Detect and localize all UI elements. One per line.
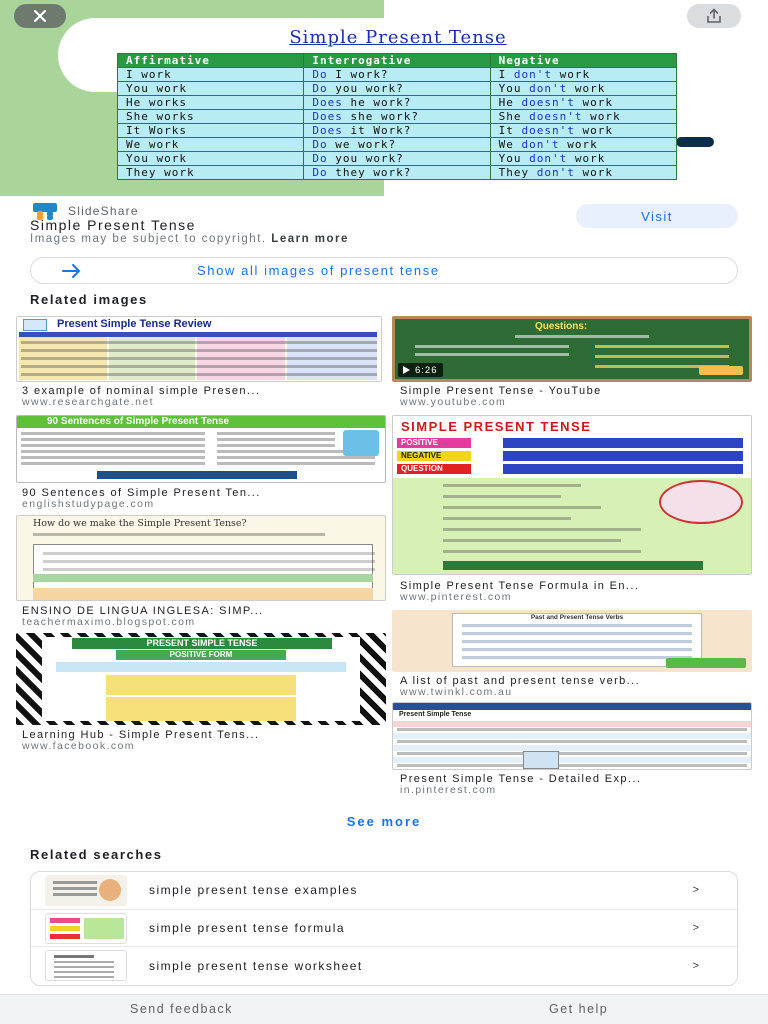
cell-text: we work? bbox=[327, 138, 397, 151]
thumb-heading: Past and Present Tense Verbs bbox=[530, 614, 624, 621]
related-image-domain: in.pinterest.com bbox=[400, 784, 497, 796]
thumb-heading: Present Simple Tense bbox=[399, 711, 472, 718]
cell-text: You work bbox=[126, 82, 187, 95]
cell-text: You bbox=[498, 152, 530, 165]
related-image-caption: Simple Present Tense - YouTube bbox=[400, 385, 602, 397]
auxiliary-verb: doesn't bbox=[529, 110, 583, 123]
cell-text: he work? bbox=[342, 96, 412, 109]
cell-text: work bbox=[574, 166, 614, 179]
related-search-thumbnail bbox=[45, 875, 127, 906]
related-image-thumbnail bbox=[16, 515, 386, 601]
thumb-subheading: POSITIVE FORM bbox=[116, 650, 286, 660]
tense-cell bbox=[118, 152, 304, 166]
cell-text: He works bbox=[126, 96, 187, 109]
related-image-domain: www.pinterest.com bbox=[400, 591, 512, 603]
tense-cell bbox=[490, 68, 676, 82]
column-header: Negative bbox=[490, 54, 676, 68]
preview-title: Simple Present Tense bbox=[289, 27, 507, 48]
thumb-heading: Present Simple Tense Review bbox=[57, 318, 212, 330]
video-duration: 6:26 bbox=[415, 364, 438, 376]
related-image-caption: 90 Sentences of Simple Present Ten... bbox=[22, 487, 261, 499]
related-image-card[interactable] bbox=[392, 610, 754, 696]
visit-button[interactable]: Visit bbox=[576, 204, 738, 228]
auxiliary-verb: Do bbox=[312, 82, 328, 95]
related-image-thumbnail bbox=[16, 415, 386, 483]
related-image-card[interactable] bbox=[392, 702, 754, 794]
chevron-right-icon: > bbox=[692, 884, 699, 897]
tense-cell bbox=[490, 96, 676, 110]
cell-text: We work bbox=[126, 138, 180, 151]
cell-text: I bbox=[498, 68, 514, 81]
cell-text: You work bbox=[126, 152, 187, 165]
formula-label: POSITIVE bbox=[397, 438, 471, 448]
thumb-heading: Questions: bbox=[535, 321, 588, 332]
cell-text: She works bbox=[126, 110, 195, 123]
related-image-caption: A list of past and present tense verb... bbox=[400, 675, 641, 687]
related-searches-title: Related searches bbox=[30, 847, 163, 862]
auxiliary-verb: Do bbox=[312, 152, 328, 165]
auxiliary-verb: Does bbox=[312, 110, 343, 123]
cell-text: work bbox=[574, 96, 614, 109]
tense-cell bbox=[490, 152, 676, 166]
get-help-link[interactable]: Get help bbox=[549, 1002, 609, 1016]
related-image-thumbnail bbox=[392, 702, 752, 770]
tense-row bbox=[118, 96, 677, 110]
tense-cell bbox=[118, 138, 304, 152]
tense-cell bbox=[304, 152, 490, 166]
cell-text: she work? bbox=[342, 110, 420, 123]
related-image-domain: www.youtube.com bbox=[400, 396, 507, 408]
cell-text: They bbox=[498, 166, 537, 179]
cell-text: It bbox=[498, 124, 522, 137]
tense-table bbox=[117, 53, 677, 180]
auxiliary-verb: Do bbox=[312, 138, 328, 151]
column-header: Interrogative bbox=[304, 54, 490, 68]
related-images-title: Related images bbox=[30, 292, 148, 307]
cell-text: work bbox=[552, 68, 591, 81]
related-image-caption: ENSINO DE LINGUA INGLESA: SIMP... bbox=[22, 605, 264, 617]
related-searches-list bbox=[30, 871, 738, 986]
related-image-caption: 3 example of nominal simple Presen... bbox=[22, 385, 261, 397]
cell-text: He bbox=[498, 96, 522, 109]
cell-text: they work? bbox=[327, 166, 412, 179]
tense-row bbox=[118, 138, 677, 152]
see-more-button[interactable]: See more bbox=[346, 814, 422, 829]
footer-bar bbox=[0, 994, 768, 1024]
related-image-thumbnail bbox=[392, 610, 752, 672]
image-preview[interactable] bbox=[0, 0, 768, 196]
preview-decor-strip bbox=[676, 137, 714, 147]
auxiliary-verb: don't bbox=[513, 68, 553, 81]
tense-cell bbox=[118, 82, 304, 96]
auxiliary-verb: don't bbox=[536, 166, 575, 179]
tense-cell bbox=[118, 124, 304, 138]
tense-cell bbox=[304, 166, 490, 180]
tense-cell bbox=[304, 138, 490, 152]
tense-cell bbox=[490, 82, 676, 96]
close-button[interactable] bbox=[14, 4, 66, 28]
cell-text: I work? bbox=[327, 68, 389, 81]
related-image-domain: www.facebook.com bbox=[22, 740, 135, 752]
cell-text: it Work? bbox=[342, 124, 412, 137]
cell-text: work bbox=[574, 124, 614, 137]
related-image-card[interactable] bbox=[8, 515, 378, 627]
cell-text: You bbox=[498, 82, 530, 95]
share-button[interactable] bbox=[687, 4, 741, 28]
related-search-item[interactable] bbox=[31, 947, 737, 985]
tense-cell bbox=[118, 166, 304, 180]
play-icon bbox=[403, 366, 410, 374]
related-search-thumbnail bbox=[45, 913, 127, 944]
tense-cell bbox=[304, 96, 490, 110]
tense-cell bbox=[118, 96, 304, 110]
thumb-heading: 90 Sentences of Simple Present Tense bbox=[47, 416, 230, 427]
tense-cell bbox=[490, 138, 676, 152]
related-image-thumbnail bbox=[16, 316, 382, 382]
cell-text: It Works bbox=[126, 124, 187, 137]
auxiliary-verb: doesn't bbox=[521, 96, 575, 109]
result-title[interactable]: Simple Present Tense bbox=[30, 217, 196, 233]
cell-text: work bbox=[582, 110, 621, 123]
send-feedback-link[interactable]: Send feedback bbox=[130, 1002, 233, 1016]
cell-text: She bbox=[498, 110, 530, 123]
chevron-right-icon: > bbox=[692, 921, 699, 934]
formula-label: NEGATIVE bbox=[397, 451, 471, 461]
related-image-caption: Simple Present Tense Formula in En... bbox=[400, 580, 640, 592]
cell-text: They work bbox=[126, 166, 195, 179]
related-image-domain: www.researchgate.net bbox=[22, 396, 154, 408]
auxiliary-verb: don't bbox=[521, 138, 560, 151]
tense-cell bbox=[304, 82, 490, 96]
auxiliary-verb: Do bbox=[312, 68, 328, 81]
show-all-label: Show all images of present tense bbox=[197, 263, 440, 278]
tense-cell bbox=[304, 110, 490, 124]
cell-text: work bbox=[567, 152, 606, 165]
copyright-text: Images may be subject to copyright. bbox=[30, 233, 272, 245]
video-duration-badge bbox=[398, 363, 443, 377]
formula-label: QUESTION bbox=[397, 464, 471, 474]
close-icon bbox=[33, 9, 47, 23]
thumb-heading: How do we make the Simple Present Tense? bbox=[33, 518, 247, 529]
tense-cell bbox=[118, 110, 304, 124]
chevron-right-icon: > bbox=[692, 959, 699, 972]
related-search-item[interactable] bbox=[31, 910, 737, 948]
cell-text: We bbox=[498, 138, 522, 151]
related-image-card[interactable] bbox=[8, 316, 378, 406]
tense-row bbox=[118, 68, 677, 82]
related-image-domain: teachermaximo.blogspot.com bbox=[22, 616, 196, 628]
cell-text: work bbox=[559, 138, 598, 151]
thumb-heading: PRESENT SIMPLE TENSE bbox=[72, 638, 332, 649]
related-image-thumbnail bbox=[16, 633, 386, 725]
related-image-thumbnail bbox=[392, 316, 752, 382]
related-image-card[interactable] bbox=[8, 415, 378, 510]
column-header: Affirmative bbox=[118, 54, 304, 68]
tense-cell bbox=[304, 124, 490, 138]
related-image-domain: englishstudypage.com bbox=[22, 498, 155, 510]
related-image-domain: www.twinkl.com.au bbox=[400, 686, 513, 698]
related-image-card[interactable] bbox=[392, 316, 754, 406]
tense-row bbox=[118, 124, 677, 138]
auxiliary-verb: don't bbox=[529, 82, 568, 95]
tense-cell bbox=[490, 110, 676, 124]
tense-cell bbox=[118, 68, 304, 82]
cell-text: work bbox=[567, 82, 606, 95]
tense-row bbox=[118, 152, 677, 166]
tense-cell bbox=[490, 166, 676, 180]
tense-row bbox=[118, 82, 677, 96]
auxiliary-verb: doesn't bbox=[521, 124, 575, 137]
related-image-thumbnail bbox=[392, 415, 752, 575]
related-search-item[interactable] bbox=[31, 872, 737, 910]
related-search-label: simple present tense formula bbox=[149, 920, 346, 935]
tense-row bbox=[118, 110, 677, 124]
related-image-caption: Present Simple Tense - Detailed Exp... bbox=[400, 773, 642, 785]
arrow-right-icon bbox=[61, 262, 83, 280]
source-name: SlideShare bbox=[68, 204, 139, 218]
cell-text: I work bbox=[126, 68, 172, 81]
related-search-label: simple present tense examples bbox=[149, 883, 358, 898]
auxiliary-verb: Do bbox=[312, 166, 328, 179]
auxiliary-verb: Does bbox=[312, 96, 343, 109]
cell-text: you work? bbox=[327, 152, 404, 165]
copyright-notice bbox=[30, 233, 349, 245]
show-all-images-button[interactable] bbox=[30, 257, 738, 284]
tense-cell bbox=[490, 124, 676, 138]
tense-row bbox=[118, 166, 677, 180]
auxiliary-verb: Does bbox=[312, 124, 343, 137]
tense-cell bbox=[304, 68, 490, 82]
share-icon bbox=[705, 8, 723, 24]
learn-more-link[interactable]: Learn more bbox=[271, 233, 349, 245]
cell-text: you work? bbox=[327, 82, 404, 95]
related-image-card[interactable] bbox=[392, 415, 754, 605]
auxiliary-verb: don't bbox=[529, 152, 568, 165]
related-image-card[interactable] bbox=[8, 633, 378, 751]
related-search-thumbnail bbox=[45, 950, 127, 981]
related-image-caption: Learning Hub - Simple Present Tens... bbox=[22, 729, 260, 741]
related-search-label: simple present tense worksheet bbox=[149, 958, 363, 973]
thumb-heading: SIMPLE PRESENT TENSE bbox=[401, 419, 592, 434]
